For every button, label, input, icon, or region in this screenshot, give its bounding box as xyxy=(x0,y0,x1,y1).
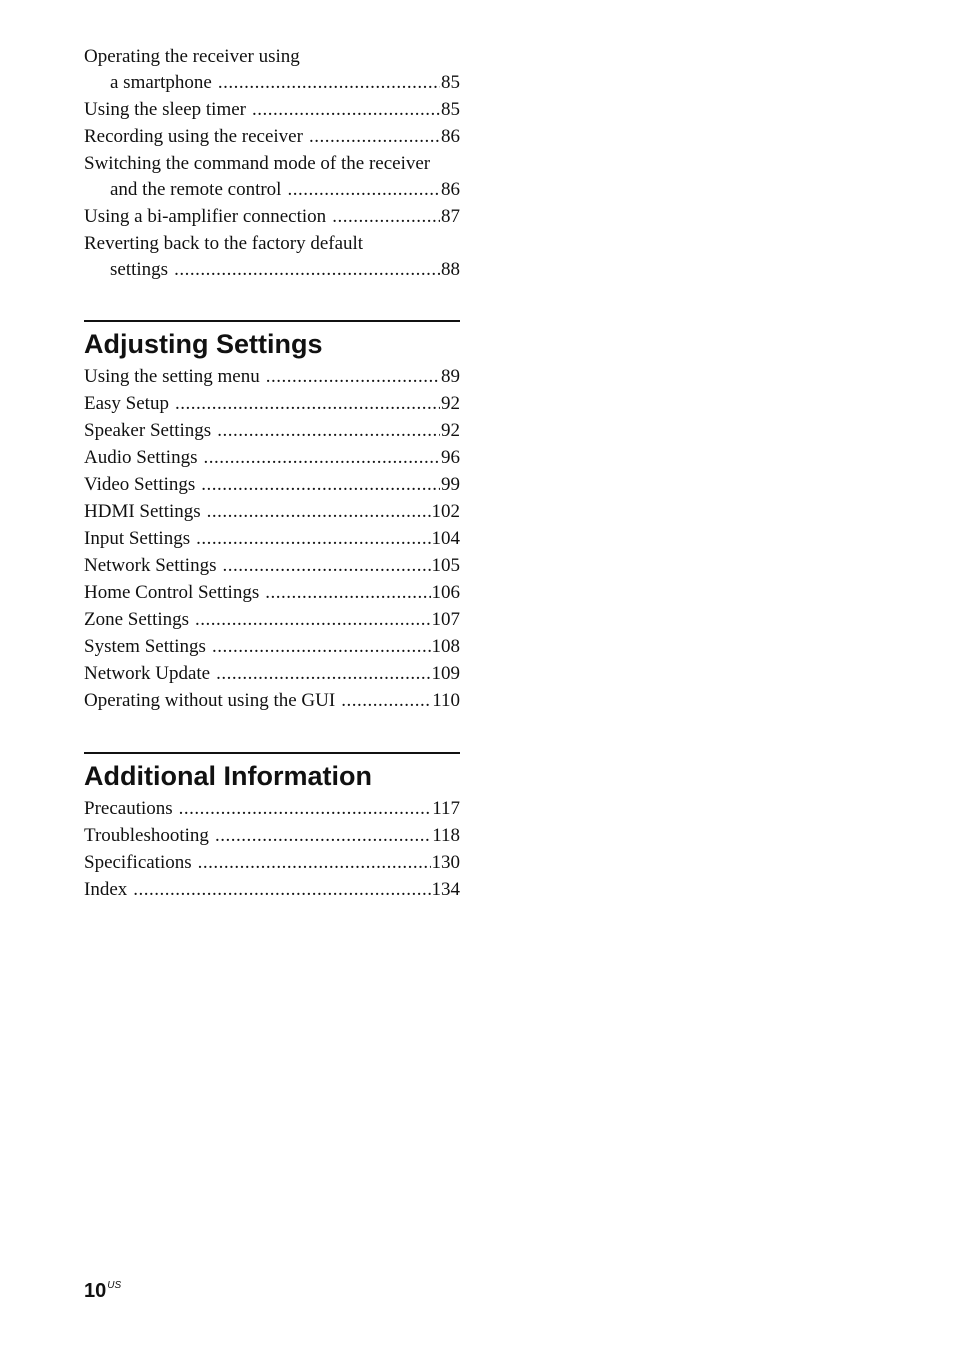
dot-leader xyxy=(217,418,440,444)
toc-entry-page-number: 89 xyxy=(441,366,460,387)
toc-entry-line xyxy=(84,231,460,257)
toc-entry[interactable] xyxy=(84,472,460,498)
toc-entry-title: Recording using the receiver xyxy=(84,126,303,147)
toc-entry-page-number: 96 xyxy=(441,447,460,468)
dot-leader xyxy=(212,634,431,660)
toc-entry[interactable] xyxy=(84,499,460,525)
toc-entry-page-number: 108 xyxy=(431,636,460,657)
dot-leader xyxy=(133,877,430,903)
toc-entry[interactable] xyxy=(84,661,460,687)
toc-entry-line xyxy=(84,204,460,230)
dot-leader xyxy=(265,580,430,606)
toc-entry-line xyxy=(84,124,460,150)
toc-entry[interactable] xyxy=(84,634,460,660)
toc-entry-title: Easy Setup xyxy=(84,393,169,414)
toc-entry-line xyxy=(84,850,460,876)
dot-leader xyxy=(201,472,440,498)
toc-entry-line xyxy=(84,177,460,203)
toc-entry-line xyxy=(84,418,460,444)
toc-entry-title: Network Update xyxy=(84,663,211,684)
toc-entry-line xyxy=(84,526,460,552)
toc-entry-title: Input Settings xyxy=(84,528,191,549)
toc-entry-line xyxy=(84,499,460,525)
toc-entry-page-number: 130 xyxy=(431,852,460,873)
dot-leader xyxy=(341,688,431,714)
toc-entry-line xyxy=(84,472,460,498)
toc-entry[interactable] xyxy=(84,445,460,471)
section-rule xyxy=(84,320,460,322)
toc-entry[interactable] xyxy=(84,204,460,230)
toc-entry-page-number: 88 xyxy=(441,259,460,280)
toc-entry[interactable] xyxy=(84,526,460,552)
dot-leader xyxy=(174,257,440,283)
toc-entry-line xyxy=(84,607,460,633)
toc-entry-page-number: 85 xyxy=(441,72,460,93)
toc-entry-line xyxy=(84,877,460,903)
toc-entry-page-number: 106 xyxy=(431,582,460,603)
toc-section-continued xyxy=(84,44,460,284)
toc-entry-title: Video Settings xyxy=(84,474,196,495)
toc-entry-line xyxy=(84,445,460,471)
toc-entry-title: Troubleshooting xyxy=(84,825,209,846)
toc-entry-title: Index xyxy=(84,879,128,900)
toc-entry-title: Precautions xyxy=(84,798,173,819)
toc-entry-page-number: 86 xyxy=(441,179,460,200)
toc-entry-title: Using the sleep timer xyxy=(84,99,246,120)
dot-leader xyxy=(198,850,431,876)
toc-entry-page-number: 87 xyxy=(441,206,460,227)
dot-leader xyxy=(266,364,440,390)
toc-entry-title: Specifications xyxy=(84,852,192,873)
toc-entry-page-number: 104 xyxy=(431,528,460,549)
toc-entry[interactable] xyxy=(84,877,460,903)
toc-entry-title: Audio Settings xyxy=(84,447,198,468)
toc-entry-line xyxy=(84,634,460,660)
toc-entry[interactable] xyxy=(84,688,460,714)
toc-entry-page-number: 85 xyxy=(441,99,460,120)
toc-entry[interactable] xyxy=(84,44,460,96)
toc-entry-line xyxy=(84,257,460,283)
toc-entry[interactable] xyxy=(84,364,460,390)
toc-entry-title: System Settings xyxy=(84,636,206,657)
toc-entry-page-number: 105 xyxy=(431,555,460,576)
toc-entry[interactable] xyxy=(84,553,460,579)
toc-entry-line xyxy=(84,70,460,96)
toc-entry[interactable] xyxy=(84,607,460,633)
dot-leader xyxy=(287,177,440,203)
toc-entry-line xyxy=(84,688,460,714)
section-heading: Additional Information xyxy=(84,761,372,791)
toc-entry-page-number: 109 xyxy=(431,663,460,684)
toc-entry-title: HDMI Settings xyxy=(84,501,201,522)
toc-entry[interactable] xyxy=(84,391,460,417)
toc-entry-title: and the remote control xyxy=(110,179,282,200)
dot-leader xyxy=(216,661,430,687)
toc-entry-title: Using a bi-amplifier connection xyxy=(84,206,327,227)
dot-leader xyxy=(222,553,430,579)
toc-entry-title: Network Settings xyxy=(84,555,217,576)
page-number-region-suffix: US xyxy=(107,1280,122,1291)
toc-entry-line xyxy=(84,553,460,579)
toc-entry-page-number: 86 xyxy=(441,126,460,147)
toc-entry-line xyxy=(84,661,460,687)
section-rule xyxy=(84,752,460,754)
toc-entry-title: Switching the command mode of the receiver xyxy=(84,153,431,174)
toc-entry-line xyxy=(84,97,460,123)
toc-entry-line xyxy=(84,796,460,822)
dot-leader xyxy=(175,391,440,417)
dot-leader xyxy=(309,124,440,150)
dot-leader xyxy=(203,445,440,471)
toc-entry[interactable] xyxy=(84,124,460,150)
toc-entry[interactable] xyxy=(84,151,460,203)
toc-entry[interactable] xyxy=(84,580,460,606)
toc-entry[interactable] xyxy=(84,823,460,849)
toc-section-adjusting-settings xyxy=(84,320,460,715)
page-number xyxy=(84,1280,121,1303)
toc-entry-page-number: 110 xyxy=(432,690,460,711)
dot-leader xyxy=(196,526,430,552)
toc-section-additional-information xyxy=(84,752,460,904)
dot-leader xyxy=(215,823,431,849)
toc-entry-title: Operating without using the GUI xyxy=(84,690,336,711)
dot-leader xyxy=(218,70,440,96)
toc-entry-title: Reverting back to the factory default xyxy=(84,233,364,254)
toc-entry-title: Home Control Settings xyxy=(84,582,260,603)
toc-entry-page-number: 99 xyxy=(441,474,460,495)
toc-entry[interactable] xyxy=(84,418,460,444)
toc-entry-page-number: 117 xyxy=(432,798,460,819)
toc-entry-line xyxy=(84,391,460,417)
toc-entry-page-number: 102 xyxy=(431,501,460,522)
toc-entry[interactable] xyxy=(84,850,460,876)
toc-entry-title: Zone Settings xyxy=(84,609,190,630)
toc-entry-page-number: 118 xyxy=(432,825,460,846)
toc-entry-title: settings xyxy=(110,259,169,280)
toc-entry-title: Using the setting menu xyxy=(84,366,260,387)
toc-entry-line xyxy=(84,823,460,849)
toc-entry-title: Operating the receiver using xyxy=(84,46,300,67)
toc-entry[interactable] xyxy=(84,97,460,123)
toc-entry-line xyxy=(84,151,460,177)
toc-entry-line xyxy=(84,580,460,606)
toc-entry-title: Speaker Settings xyxy=(84,420,212,441)
dot-leader xyxy=(332,204,440,230)
toc-entry-page-number: 107 xyxy=(431,609,460,630)
section-heading: Adjusting Settings xyxy=(84,329,323,359)
toc-entry-line xyxy=(84,364,460,390)
toc-entry-page-number: 134 xyxy=(431,879,460,900)
dot-leader xyxy=(195,607,430,633)
dot-leader xyxy=(207,499,431,525)
toc-entry-page-number: 92 xyxy=(441,393,460,414)
toc-entry-line xyxy=(84,44,460,70)
toc-entry[interactable] xyxy=(84,231,460,283)
dot-leader xyxy=(252,97,440,123)
toc-entry-page-number: 92 xyxy=(441,420,460,441)
page-number-value: 10 xyxy=(84,1280,107,1302)
dot-leader xyxy=(179,796,432,822)
toc-entry[interactable] xyxy=(84,796,460,822)
toc-entry-title: a smartphone xyxy=(110,72,212,93)
